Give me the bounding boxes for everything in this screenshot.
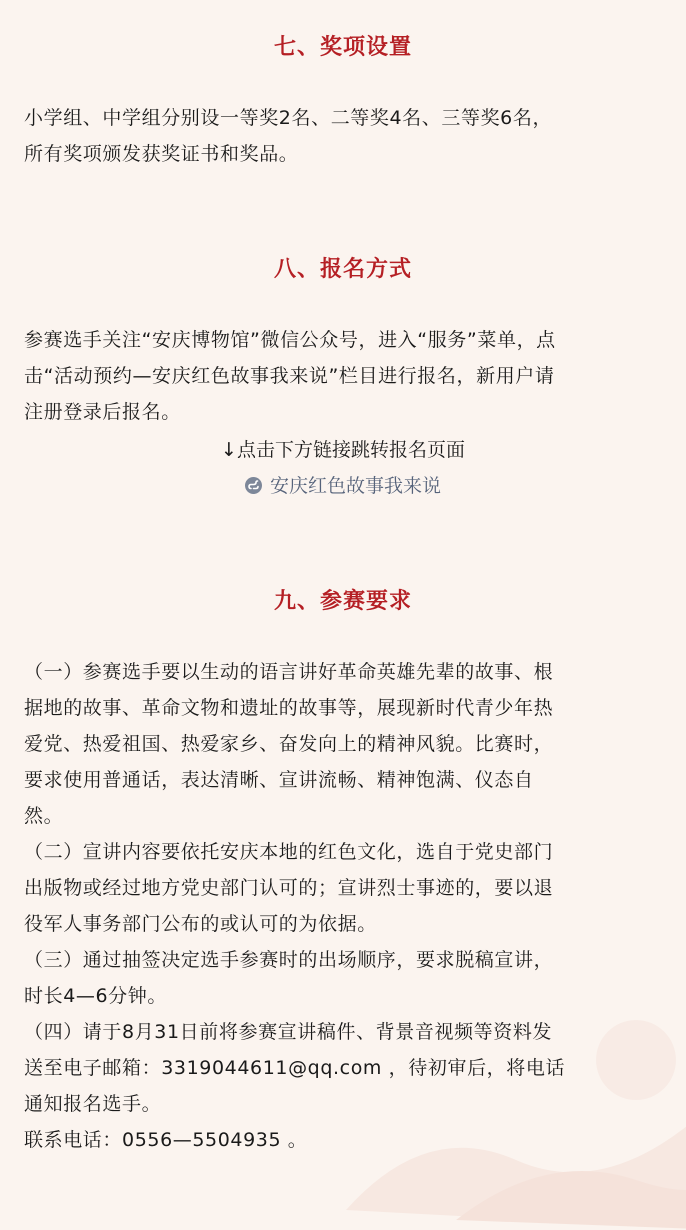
text-line: （四）请于8月31日前将参赛宣讲稿件、背景音视频等资料发 [24, 1021, 553, 1043]
text-line: （一）参赛选手要以生动的语言讲好革命英雄先辈的故事、根 [24, 661, 554, 683]
text-line: 所有奖项颁发获奖证书和奖品。 [24, 143, 299, 165]
registration-link[interactable] [0, 468, 686, 504]
text-line: 参赛选手关注“安庆博物馆”微信公众号，进入“服务”菜单，点 [24, 329, 556, 351]
text-line: 爱党、热爱祖国、热爱家乡、奋发向上的精神风貌。比赛时， [24, 733, 554, 755]
text-line: 时长4—6分钟。 [24, 985, 167, 1007]
text-line: 小学组、中学组分别设一等奖2名、二等奖4名、三等奖6名， [24, 107, 553, 129]
section-9-heading: 九、参赛要求 [273, 589, 412, 614]
text-line: 注册登录后报名。 [24, 401, 181, 423]
mini-program-icon [245, 477, 262, 494]
text-line: 通知报名选手。 [24, 1093, 162, 1115]
text-line: 击“活动预约—安庆红色故事我来说”栏目进行报名，新用户请 [24, 365, 555, 387]
text-line: 役军人事务部门公布的或认可的为依据。 [24, 913, 377, 935]
text-line: 然。 [24, 805, 64, 827]
section-7-body [24, 100, 668, 172]
text-line: 出版物或经过地方党史部门认可的；宣讲烈士事迹的，要以退 [24, 877, 554, 899]
email-line: 送至电子邮箱：3319044611@qq.com ，待初审后，将电话 [24, 1057, 566, 1079]
jump-hint: ↓点击下方链接跳转报名页面 [221, 439, 465, 461]
section-8-body [24, 322, 668, 430]
text-line: （二）宣讲内容要依托安庆本地的红色文化，选自于党史部门 [24, 841, 554, 863]
section-9-body [24, 654, 668, 1158]
section-8-heading: 八、报名方式 [273, 257, 412, 282]
registration-link-text[interactable]: 安庆红色故事我来说 [269, 475, 441, 497]
text-line: 据地的故事、革命文物和遗址的故事等，展现新时代青少年热 [24, 697, 554, 719]
text-line: 要求使用普通话，表达清晰、宣讲流畅、精神饱满、仪态自 [24, 769, 534, 791]
section-7-heading: 七、奖项设置 [273, 35, 412, 60]
text-line: （三）通过抽签决定选手参赛时的出场顺序，要求脱稿宣讲， [24, 949, 554, 971]
contact-phone-line: 联系电话：0556—5504935 。 [24, 1129, 308, 1151]
